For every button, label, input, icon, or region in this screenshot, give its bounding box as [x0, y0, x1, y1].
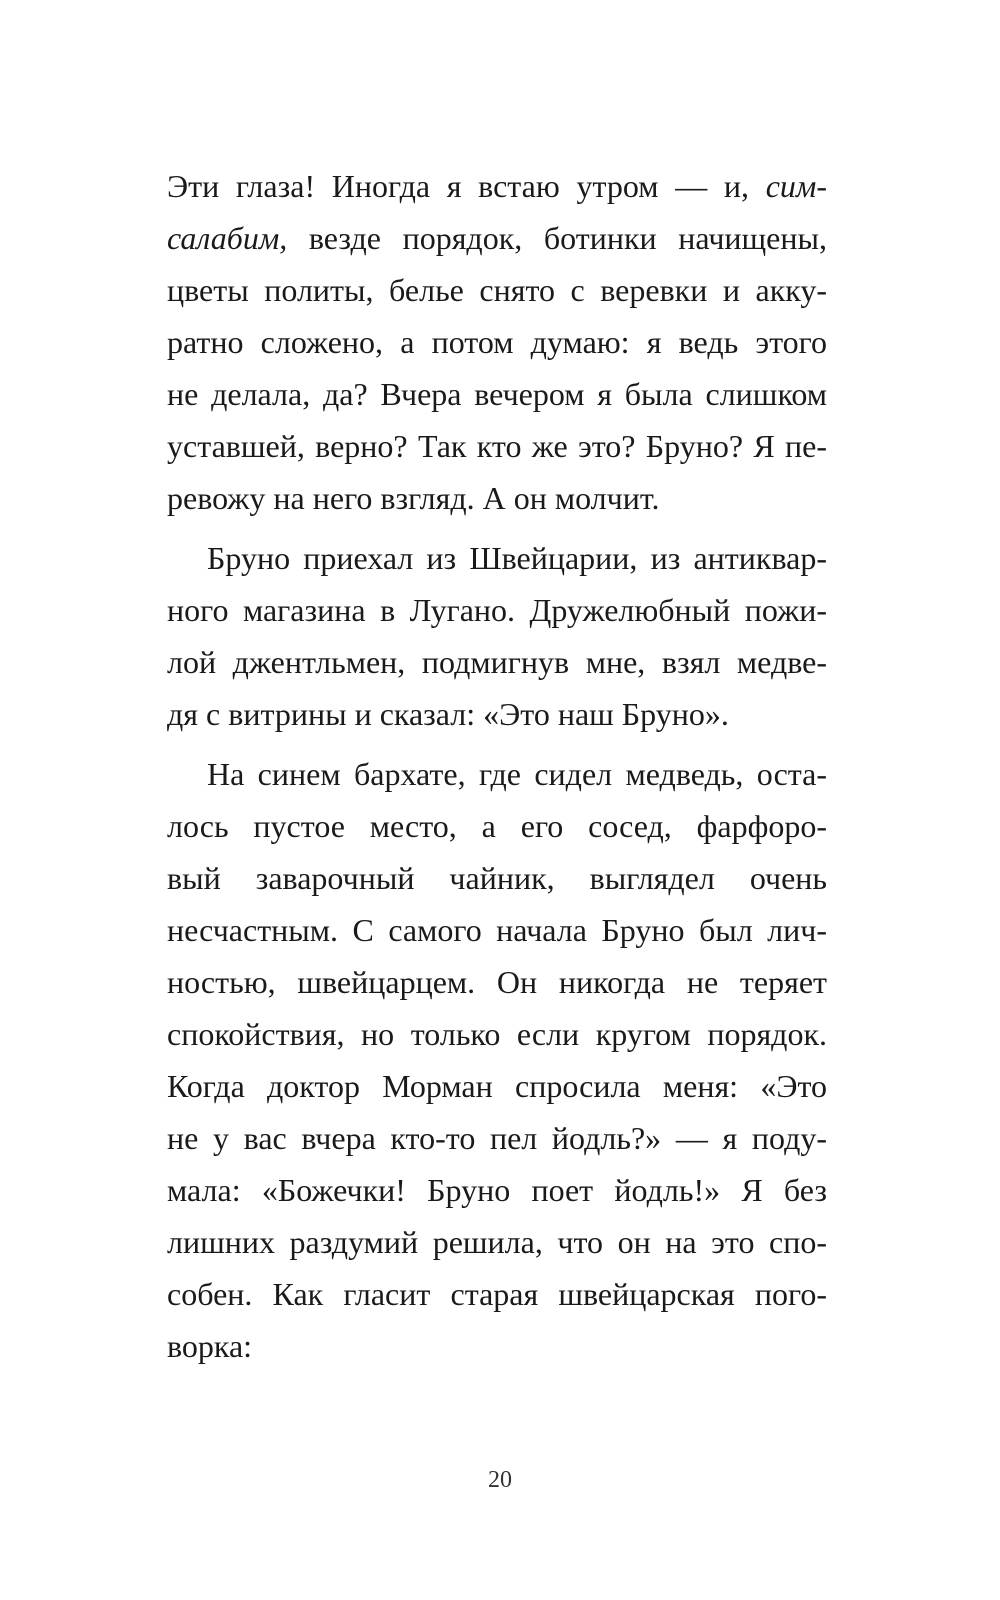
italic-word: салабим, — [167, 220, 288, 256]
text-line: ворка: — [167, 1328, 253, 1364]
italic-word: сим- — [765, 168, 827, 204]
text-line: цветы политы, белье снято с веревки и акку- — [167, 272, 827, 308]
text-line: Когда доктор Морман спросила меня: «Это — [167, 1068, 827, 1104]
text-line: лишних раздумий решила, что он на это спо- — [167, 1224, 827, 1260]
text-line: уставшей, верно? Так кто же это? Бруно? Я пе- — [167, 428, 827, 464]
text-line: собен. Как гласит старая швейцарская пого- — [167, 1276, 827, 1312]
text-line: вый заварочный чайник, выглядел очень — [167, 860, 827, 896]
body-text — [167, 160, 827, 1372]
text-line: не делала, да? Вчера вечером я была слишком — [167, 376, 827, 412]
paragraph-3 — [167, 748, 827, 1372]
text-line: лось пустое место, а его сосед, фарфоро- — [167, 808, 827, 844]
text-line: спокойствия, но только если кругом порядок. — [167, 1016, 827, 1052]
text-line: не у вас вчера кто-то пел йодль?» — я поду- — [167, 1120, 827, 1156]
paragraph-1 — [167, 160, 827, 524]
text-line: лой джентльмен, подмигнув мне, взял медве- — [167, 644, 827, 680]
text-line: ратно сложено, а потом думаю: я ведь этого — [167, 324, 827, 360]
text-line: ностью, швейцарцем. Он никогда не теряет — [167, 964, 827, 1000]
text-line: На синем бархате, где сидел медведь, оста- — [207, 756, 827, 792]
text-line: несчастным. С самого начала Бруно был лич- — [167, 912, 827, 948]
paragraph-2 — [167, 532, 827, 740]
text-line: Эти глаза! Иногда я встаю утром — и, сим- — [167, 168, 827, 204]
text-line: дя с витрины и сказал: «Это наш Бруно». — [167, 696, 729, 732]
text-line: салабим, везде порядок, ботинки начищены, — [167, 220, 827, 256]
text-line: ного магазина в Лугано. Дружелюбный пожи- — [167, 592, 827, 628]
page-number: 20 — [488, 1467, 512, 1493]
text-line: Бруно приехал из Швейцарии, из антиквар- — [207, 540, 827, 576]
text-line: ревожу на него взгляд. А он молчит. — [167, 480, 660, 516]
text-line: мала: «Божечки! Бруно поет йодль!» Я без — [167, 1172, 827, 1208]
